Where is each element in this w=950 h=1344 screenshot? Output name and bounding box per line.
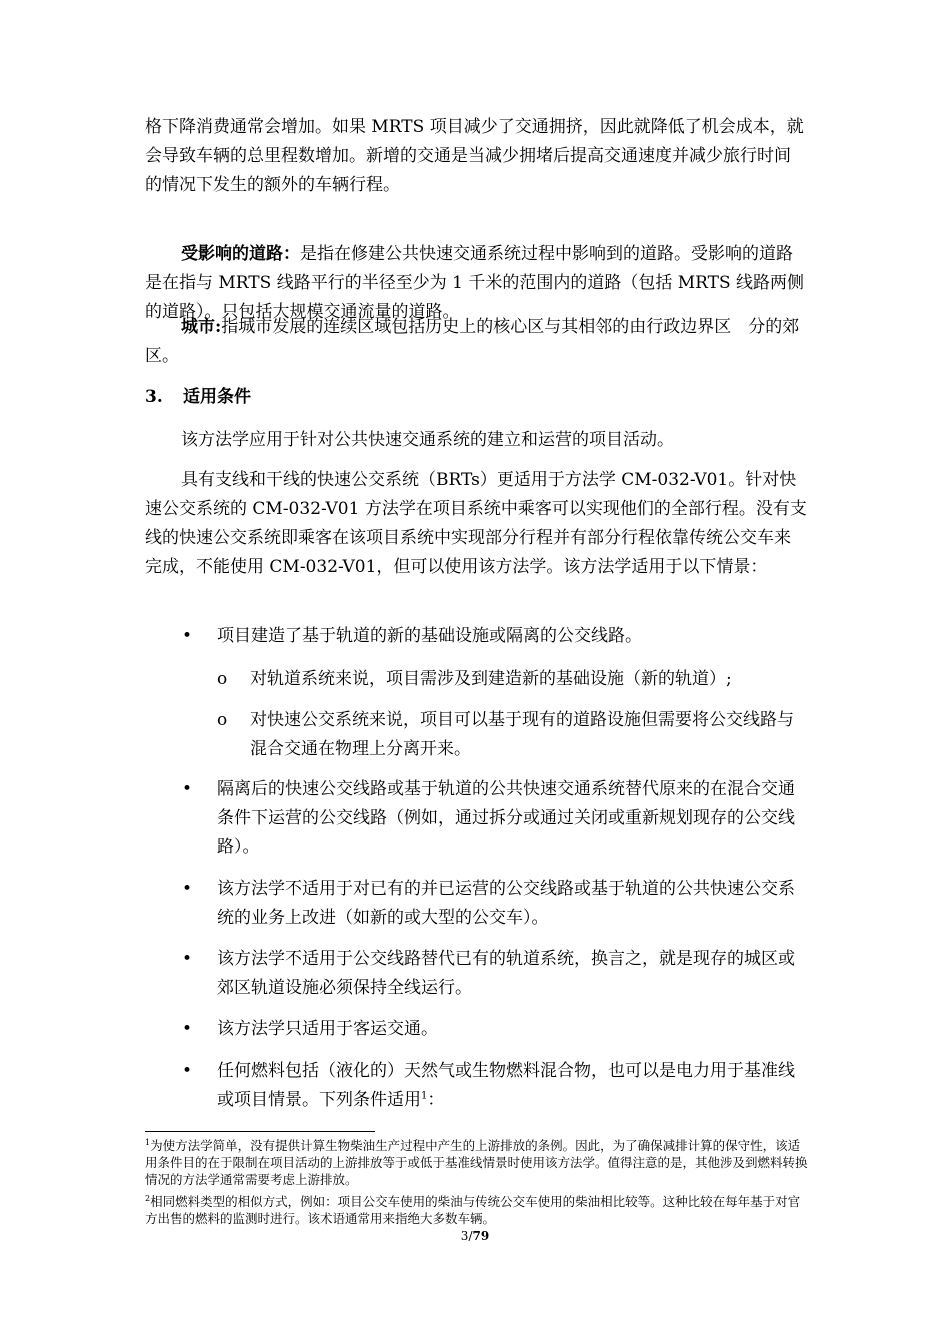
definition-affected-roads: 是指在修建公共快速交通系统过程中影响到的道路。受影响的道路是在指与 MRTS 线路平行的半径至少为 1 千米的范围内的道路（包括 MRTS 线路两侧的道路）。只包括大规模交通流量的道路。 xyxy=(145,244,805,322)
bullet-item-6 xyxy=(217,1057,807,1115)
sub-bullet-marker: o xyxy=(217,669,228,689)
bullet-marker: • xyxy=(182,1019,193,1039)
bullet-marker: • xyxy=(182,626,193,646)
section-heading xyxy=(145,383,251,412)
bullet-item-6-tail: ： xyxy=(427,1090,445,1110)
sub-bullet-item-1: 对轨道系统来说，项目需涉及到建造新的基础设施（新的轨道）; xyxy=(250,669,732,689)
bullet-item-4: 该方法学不适用于公交线路替代已有的轨道系统，换言之，就是现存的城区或郊区轨道设施必须保持全线运行。 xyxy=(217,949,795,998)
paragraph-traffic: 格下降消费通常会增加。如果 MRTS 项目减少了交通拥挤，因此就降低了机会成本，就会导致车辆的总里程数增加。新增的交通是当减少拥堵后提高交通速度并减少旅行时间的情况下发生的额外的车辆行程。 xyxy=(145,117,804,195)
definition-city: 指城市发展的连续区域包括历史上的核心区与其相邻的由行政边界区 分的郊区。 xyxy=(145,317,800,366)
bullet-item-2: 隔离后的快速公交线路或基于轨道的公共快速交通系统替代原来的在混合交通条件下运营的公交线路（例如，通过拆分或通过关闭或重新规划现存的公交线路）。 xyxy=(217,779,795,857)
footnote-1-number: 1 xyxy=(145,1137,151,1147)
section-title: 适用条件 xyxy=(183,387,251,407)
footnote-reference[interactable]: 1 xyxy=(421,1090,428,1102)
bullet-item-1: 项目建造了基于轨道的新的基础设施或隔离的公交线路。 xyxy=(217,626,642,646)
bullet-item-6-text: 任何燃料包括（液化的）天然气或生物燃料混合物，也可以是电力用于基准线或项目情景。下列条件适用 xyxy=(217,1061,795,1110)
bullet-marker: • xyxy=(182,1061,193,1081)
footnote-2-text: 相同燃料类型的相似方式，例如：项目公交车使用的柴油与传统公交车使用的柴油相比较等。这种比较在每年基于对官方出售的燃料的监测时进行。该术语通常用来指绝大多数车辆。 xyxy=(145,1194,801,1226)
bullet-marker: • xyxy=(182,779,193,799)
sub-bullet-marker: o xyxy=(217,710,228,730)
page-number-total: 79 xyxy=(472,1229,490,1243)
page-number-current: 3 xyxy=(460,1229,469,1243)
paragraph-city xyxy=(145,313,807,371)
paragraph-brt: 具有支线和干线的快速公交系统（BRTs）更适用于方法学 CM-032-V01。针对快速公交系统的 CM-032-V01 方法学在项目系统中乘客可以实现他们的全部行程。没有支线的快速公交系统即乘客在该项目系统中实现部分行程并有部分行程依靠传统公交车来完成，不能使用 CM-032-V01，但可以使用该方法学。该方法学适用于以下情景： xyxy=(145,470,807,577)
footnote-2 xyxy=(145,1193,810,1227)
footnote-1-text: 为使方法学简单，没有提供计算生物柴油生产过程中产生的上游排放的条例。因此，为了确保减排计算的保守性，该适用条件目的在于限制在项目活动的上游排放等于或低于基准线情景时使用该方法学。值得注意的是，其他涉及到燃料转换情况的方法学通常需要考虑上游排放。 xyxy=(145,1138,808,1187)
page-number-separator: / xyxy=(468,1229,473,1243)
bullet-item-5: 该方法学只适用于客运交通。 xyxy=(217,1019,438,1039)
footnote-separator xyxy=(145,1131,375,1132)
bullet-marker: • xyxy=(182,879,193,899)
section-number: 3. xyxy=(145,387,163,407)
bullet-marker: • xyxy=(182,949,193,969)
footnote-2-number: 2 xyxy=(145,1193,151,1203)
page-number xyxy=(0,1229,950,1243)
term-affected-roads: 受影响的道路： xyxy=(181,244,300,264)
sub-bullet-item-2: 对快速公交系统来说，项目可以基于现有的道路设施但需要将公交线路与混合交通在物理上分离开来。 xyxy=(250,710,794,759)
footnote-1 xyxy=(145,1137,810,1188)
bullet-item-3: 该方法学不适用于对已有的并已运营的公交线路或基于轨道的公共快速公交系统的业务上改进（如新的或大型的公交车）。 xyxy=(217,879,795,928)
term-city: 城市: xyxy=(181,317,222,337)
paragraph-scope: 该方法学应用于针对公共快速交通系统的建立和运营的项目活动。 xyxy=(181,430,674,450)
